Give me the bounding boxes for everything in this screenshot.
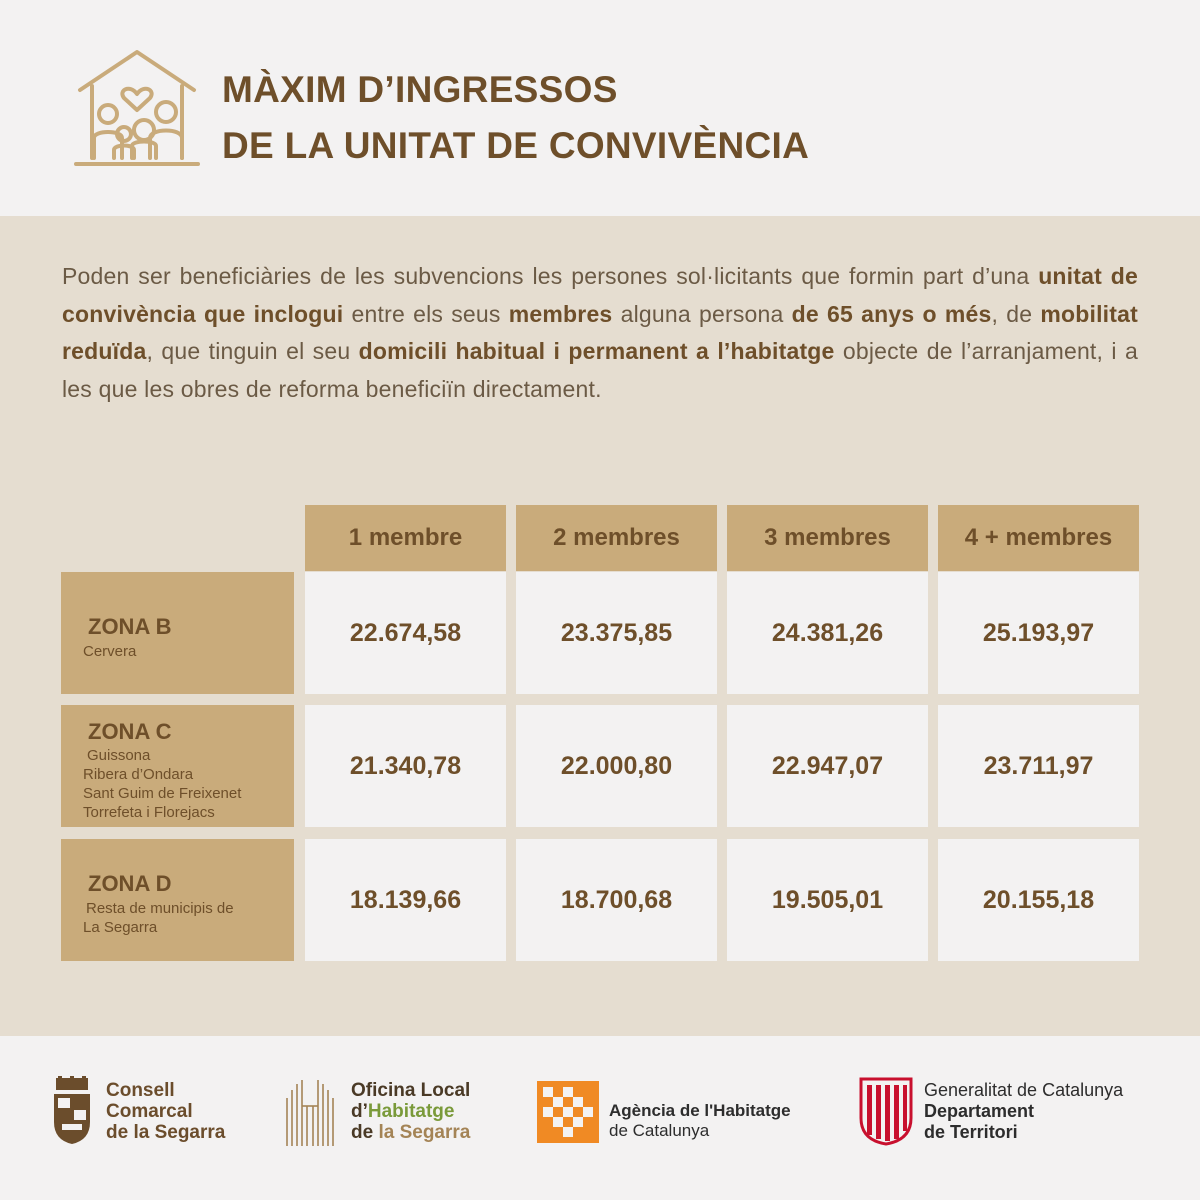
logo1-line2: Comarcal (106, 1100, 193, 1122)
logo-oficina-local-habitatge (283, 1076, 470, 1146)
footer-logos (0, 1036, 1200, 1200)
building-lines-icon (283, 1076, 337, 1146)
logo2-line1: Oficina Local (351, 1079, 471, 1101)
value-cell: 21.340,78 (305, 705, 506, 827)
zone-municipalities: Guissona Ribera d’Ondara Sant Guim de Freixenet Torrefeta i Florejacs (83, 747, 242, 821)
senyera-shield-icon (858, 1076, 914, 1146)
logo4-line3: de Territori (924, 1121, 1018, 1142)
value-cell: 22.674,58 (305, 572, 506, 694)
zone-municipalities: Cervera (83, 643, 137, 660)
coat-of-arms-icon (50, 1076, 94, 1146)
logo1-line1: Consell (106, 1079, 175, 1101)
value-cell: 19.505,01 (727, 839, 928, 961)
logo3-line1: Agència de l'Habitatge (609, 1101, 791, 1120)
column-header-3-members: 3 membres (727, 505, 928, 571)
household-house-icon (72, 46, 202, 170)
content-panel (0, 216, 1200, 1036)
logo3-line2: de Catalunya (609, 1121, 710, 1140)
logo-consell-comarcal (50, 1076, 225, 1146)
column-header-1-member: 1 membre (305, 505, 506, 571)
title-line-2: DE LA UNITAT DE CONVIVÈNCIA (222, 125, 810, 166)
value-cell: 18.139,66 (305, 839, 506, 961)
column-header-2-members: 2 membres (516, 505, 717, 571)
intro-paragraph: Poden ser beneficiàries de les subvencions les persones sol·licitants que formin part d’una unitat de convivència que inclogui entre els seus membres alguna persona de 65 anys o més, de mobilitat reduïda, que tinguin el seu domicili habitual i permanent a l’habitatge objecte de l’arranjament, i a les que les obres de reforma beneficiïn directament. (62, 263, 1138, 402)
value-cell: 20.155,18 (938, 839, 1139, 961)
zone-b-cell (61, 572, 294, 694)
logo2-line3: de la Segarra (351, 1121, 471, 1143)
logo-agencia-habitatge (537, 1081, 791, 1143)
zone-name: ZONA C (88, 719, 172, 744)
logo1-line3: de la Segarra (106, 1121, 226, 1143)
zone-c-cell (61, 705, 294, 827)
value-cell: 22.000,80 (516, 705, 717, 827)
value-cell: 23.375,85 (516, 572, 717, 694)
logo4-line1: Generalitat de Catalunya (924, 1079, 1124, 1100)
header (0, 0, 1200, 216)
page-title (222, 62, 809, 174)
column-header-4-plus-members: 4 + membres (938, 505, 1139, 571)
value-cell: 23.711,97 (938, 705, 1139, 827)
zone-name: ZONA B (88, 614, 172, 639)
value-cell: 25.193,97 (938, 572, 1139, 694)
value-cell: 18.700,68 (516, 839, 717, 961)
zone-name: ZONA D (88, 871, 172, 896)
value-cell: 24.381,26 (727, 572, 928, 694)
logo2-line2: d’Habitatge (351, 1100, 455, 1122)
logo-generalitat-catalunya (858, 1076, 1123, 1146)
title-line-1: MÀXIM D’INGRESSOS (222, 69, 618, 110)
zone-d-cell (61, 839, 294, 961)
value-cell: 22.947,07 (727, 705, 928, 827)
grid-squares-icon (537, 1081, 599, 1143)
zone-municipalities: Resta de municipis de La Segarra (83, 900, 234, 936)
logo4-line2: Departament (924, 1100, 1035, 1121)
